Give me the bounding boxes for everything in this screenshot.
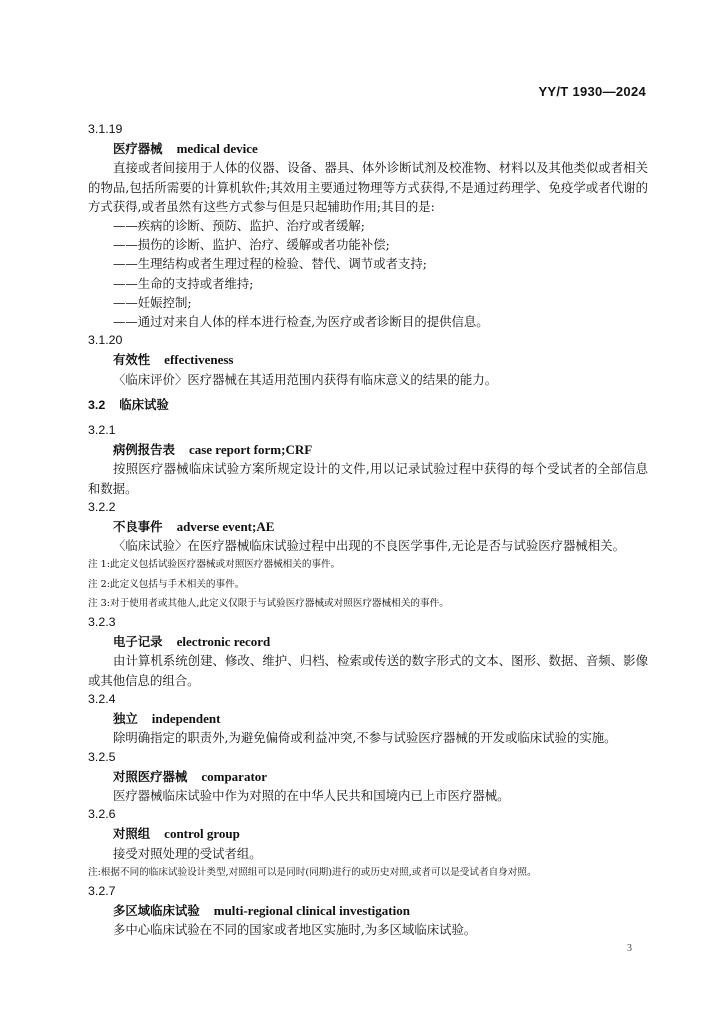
term-cn: 独立 — [113, 711, 138, 727]
definition: 按照医疗器械临床试验方案所规定设计的文件,用以记录试验过程中获得的每个受试者的全部信息和数据。 — [88, 461, 648, 496]
term-heading — [88, 709, 648, 728]
definition: 直接或者间接用于人体的仪器、设备、器具、体外诊断试剂及校准物、材料以及其他类似或者相关的物品,包括所需要的计算机软件;其效用主要通过物理等方式获得,不是通过药理学、免疫学或者代谢的方式获得,或者虽然有这些方式参与但是只起辅助作用;其目的是: — [88, 160, 648, 214]
term-cn: 多区域临床试验 — [113, 903, 200, 919]
note: 注:根据不同的临床试验设计类型,对照组可以是同时(同期)进行的或历史对照,或者可以是受试者自身对照。 — [88, 866, 537, 878]
clause-number: 3.2.3 — [88, 615, 116, 630]
definition: 由计算机系统创建、修改、维护、归档、检索或传送的数字形式的文本、图形、数据、音频、影像或其他信息的组合。 — [88, 653, 648, 688]
term-heading — [88, 901, 648, 920]
term-cn: 不良事件 — [113, 519, 163, 535]
clause-number: 3.1.20 — [88, 333, 123, 348]
section-title: 临床试验 — [119, 396, 169, 412]
term-heading — [88, 139, 648, 158]
page-number: 3 — [627, 943, 632, 954]
term-cn: 有效性 — [113, 352, 151, 368]
document-body — [88, 120, 648, 940]
clause-number: 3.2.6 — [88, 807, 116, 822]
term-en: medical device — [176, 141, 258, 157]
note: 注 2:此定义包括与手术相关的事件。 — [88, 578, 245, 590]
list-item: ——妊娠控制; — [113, 294, 192, 310]
term-heading — [88, 767, 648, 786]
clause-number: 3.2.4 — [88, 691, 116, 706]
clause-number: 3.2.1 — [88, 423, 116, 438]
term-en: comparator — [201, 768, 268, 784]
term-en: independent — [151, 711, 221, 727]
definition: 接受对照处理的受试者组。 — [113, 845, 262, 861]
definition: 多中心临床试验在不同的国家或者地区实施时,为多区域临床试验。 — [113, 922, 477, 938]
term-heading — [88, 440, 648, 459]
term-en: effectiveness — [164, 352, 234, 368]
standard-code: YY/T 1930—2024 — [538, 84, 646, 99]
list-item: ——疾病的诊断、预防、监护、治疗或者缓解; — [113, 218, 365, 234]
term-en: adverse event;AE — [176, 519, 275, 535]
term-heading — [88, 632, 648, 651]
term-en: case report form;CRF — [188, 442, 313, 458]
definition: 〈临床评价〉医疗器械在其适用范围内获得有临床意义的结果的能力。 — [113, 371, 498, 387]
note: 注 1:此定义包括试验医疗器械或对照医疗器械相关的事件。 — [88, 559, 341, 571]
term-en: electronic record — [176, 634, 271, 650]
note: 注 3:对于使用者或其他人,此定义仅限于与试验医疗器械或对照医疗器械相关的事件。 — [88, 597, 449, 609]
list-item: ——通过对来自人体的样本进行检查,为医疗或者诊断目的提供信息。 — [113, 314, 489, 330]
list-item: ——损伤的诊断、监护、治疗、缓解或者功能补偿; — [113, 237, 390, 253]
term-cn: 病例报告表 — [113, 442, 175, 458]
clause-number: 3.2.5 — [88, 749, 116, 764]
clause-number: 3.1.19 — [88, 122, 123, 136]
term-heading — [88, 517, 648, 536]
term-cn: 对照医疗器械 — [113, 768, 188, 784]
clause-number: 3.2.7 — [88, 883, 116, 898]
term-heading — [88, 824, 648, 843]
definition: 〈临床试验〉在医疗器械临床试验过程中出现的不良医学事件,无论是否与试验医疗器械相关。 — [113, 538, 625, 554]
term-en: multi-regional clinical investigation — [213, 903, 410, 919]
term-en: control group — [164, 826, 240, 842]
term-cn: 医疗器械 — [113, 141, 163, 157]
definition: 医疗器械临床试验中作为对照的在中华人民共和国境内已上市医疗器械。 — [113, 787, 510, 803]
clause-number: 3.2.2 — [88, 499, 116, 514]
list-item: ——生命的支持或者维持; — [113, 275, 254, 291]
term-cn: 电子记录 — [113, 634, 163, 650]
term-heading — [88, 350, 648, 369]
term-cn: 对照组 — [113, 826, 151, 842]
section-number: 3.2 — [88, 397, 106, 412]
list-item: ——生理结构或者生理过程的检验、替代、调节或者支持; — [113, 256, 427, 272]
section-heading — [88, 395, 648, 415]
definition: 除明确指定的职责外,为避免偏倚或利益冲突,不参与试验医疗器械的开发或临床试验的实施。 — [113, 730, 617, 746]
